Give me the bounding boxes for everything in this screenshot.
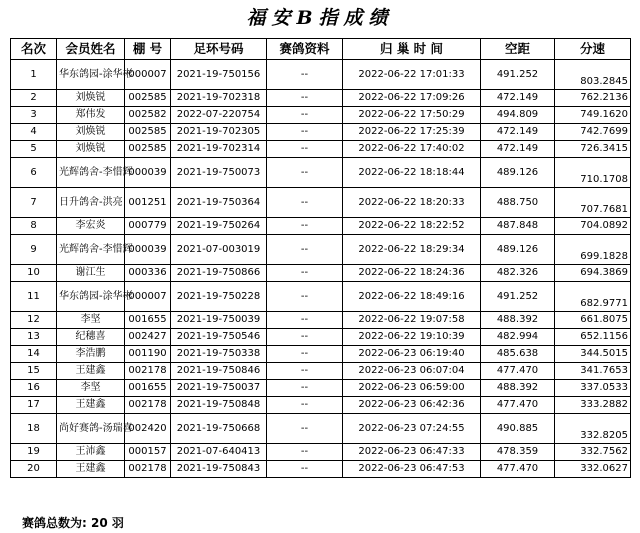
pigeon-info-cell: -- (267, 346, 343, 363)
rank-cell: 12 (11, 312, 57, 329)
table-row (11, 312, 631, 329)
distance-cell: 482.994 (481, 329, 555, 346)
arrival-time-cell: 2022-06-22 17:01:33 (343, 60, 481, 90)
speed-cell: 710.1708 (555, 158, 631, 188)
rank-cell: 1 (11, 60, 57, 90)
rank-cell: 13 (11, 329, 57, 346)
shed-number-cell: 002585 (125, 124, 171, 141)
arrival-time-cell: 2022-06-22 17:40:02 (343, 141, 481, 158)
member-name-cell: 王建鑫 (57, 397, 125, 414)
header-arrival-time: 归 巢 时 间 (343, 39, 481, 60)
member-name-cell: 李浩鹏 (57, 346, 125, 363)
member-name-cell: 李宏炎 (57, 218, 125, 235)
ring-number-cell: 2021-19-750039 (171, 312, 267, 329)
rank-cell: 20 (11, 461, 57, 478)
rank-cell: 17 (11, 397, 57, 414)
pigeon-info-cell: -- (267, 461, 343, 478)
shed-number-cell: 002427 (125, 329, 171, 346)
header-rank: 名次 (11, 39, 57, 60)
shed-number-cell: 002178 (125, 397, 171, 414)
arrival-time-cell: 2022-06-22 18:20:33 (343, 188, 481, 218)
speed-cell: 749.1620 (555, 107, 631, 124)
pigeon-info-cell: -- (267, 414, 343, 444)
table-row (11, 188, 631, 218)
header-row (11, 39, 631, 60)
arrival-time-cell: 2022-06-22 19:07:58 (343, 312, 481, 329)
pigeon-info-cell: -- (267, 397, 343, 414)
speed-cell: 333.2882 (555, 397, 631, 414)
speed-cell: 726.3415 (555, 141, 631, 158)
distance-cell: 472.149 (481, 90, 555, 107)
pigeon-info-cell: -- (267, 265, 343, 282)
pigeon-info-cell: -- (267, 312, 343, 329)
distance-cell: 485.638 (481, 346, 555, 363)
distance-cell: 482.326 (481, 265, 555, 282)
member-name-cell: 刘焕锐 (57, 141, 125, 158)
speed-cell: 341.7653 (555, 363, 631, 380)
arrival-time-cell: 2022-06-22 18:29:34 (343, 235, 481, 265)
member-name-cell: 光辉鸽舍-李惜辉 (57, 235, 125, 265)
pigeon-info-cell: -- (267, 444, 343, 461)
table-row (11, 414, 631, 444)
rank-cell: 2 (11, 90, 57, 107)
speed-cell: 332.7562 (555, 444, 631, 461)
arrival-time-cell: 2022-06-23 06:59:00 (343, 380, 481, 397)
arrival-time-cell: 2022-06-22 18:18:44 (343, 158, 481, 188)
distance-cell: 488.392 (481, 312, 555, 329)
ring-number-cell: 2021-19-750228 (171, 282, 267, 312)
pigeon-info-cell: -- (267, 158, 343, 188)
distance-cell: 489.126 (481, 158, 555, 188)
member-name-cell: 华东鸽园-涂华彬 (57, 282, 125, 312)
ring-number-cell: 2021-19-750843 (171, 461, 267, 478)
rank-cell: 7 (11, 188, 57, 218)
pigeon-info-cell: -- (267, 380, 343, 397)
speed-cell: 652.1156 (555, 329, 631, 346)
member-name-cell: 李坚 (57, 312, 125, 329)
rank-cell: 16 (11, 380, 57, 397)
member-name-cell: 刘焕锐 (57, 90, 125, 107)
pigeon-info-cell: -- (267, 90, 343, 107)
shed-number-cell: 000039 (125, 158, 171, 188)
ring-number-cell: 2022-07-220754 (171, 107, 267, 124)
speed-cell: 707.7681 (555, 188, 631, 218)
arrival-time-cell: 2022-06-22 17:25:39 (343, 124, 481, 141)
results-body (11, 60, 631, 478)
distance-cell: 487.848 (481, 218, 555, 235)
rank-cell: 6 (11, 158, 57, 188)
distance-cell: 478.359 (481, 444, 555, 461)
arrival-time-cell: 2022-06-22 17:50:29 (343, 107, 481, 124)
shed-number-cell: 001655 (125, 380, 171, 397)
speed-cell: 332.8205 (555, 414, 631, 444)
distance-cell: 491.252 (481, 282, 555, 312)
speed-cell: 742.7699 (555, 124, 631, 141)
member-name-cell: 光辉鸽舍-李惜辉 (57, 158, 125, 188)
table-row (11, 218, 631, 235)
rank-cell: 14 (11, 346, 57, 363)
arrival-time-cell: 2022-06-23 06:07:04 (343, 363, 481, 380)
table-row (11, 397, 631, 414)
ring-number-cell: 2021-19-750156 (171, 60, 267, 90)
table-row (11, 141, 631, 158)
member-name-cell: 纪穗喜 (57, 329, 125, 346)
member-name-cell: 王沛鑫 (57, 444, 125, 461)
pigeon-info-cell: -- (267, 363, 343, 380)
speed-cell: 694.3869 (555, 265, 631, 282)
pigeon-info-cell: -- (267, 60, 343, 90)
ring-number-cell: 2021-19-702314 (171, 141, 267, 158)
ring-number-cell: 2021-19-750866 (171, 265, 267, 282)
shed-number-cell: 001190 (125, 346, 171, 363)
arrival-time-cell: 2022-06-22 18:24:36 (343, 265, 481, 282)
arrival-time-cell: 2022-06-22 18:49:16 (343, 282, 481, 312)
ring-number-cell: 2021-19-750668 (171, 414, 267, 444)
rank-cell: 11 (11, 282, 57, 312)
member-name-cell: 刘焕锐 (57, 124, 125, 141)
arrival-time-cell: 2022-06-23 06:47:33 (343, 444, 481, 461)
pigeon-info-cell: -- (267, 188, 343, 218)
header-distance: 空距 (481, 39, 555, 60)
table-row (11, 124, 631, 141)
shed-number-cell: 000007 (125, 282, 171, 312)
ring-number-cell: 2021-19-750073 (171, 158, 267, 188)
ring-number-cell: 2021-19-750364 (171, 188, 267, 218)
arrival-time-cell: 2022-06-22 17:09:26 (343, 90, 481, 107)
ring-number-cell: 2021-19-750848 (171, 397, 267, 414)
arrival-time-cell: 2022-06-23 06:42:36 (343, 397, 481, 414)
table-row (11, 235, 631, 265)
distance-cell: 477.470 (481, 397, 555, 414)
member-name-cell: 王建鑫 (57, 363, 125, 380)
table-row (11, 461, 631, 478)
speed-cell: 699.1828 (555, 235, 631, 265)
speed-cell: 661.8075 (555, 312, 631, 329)
speed-cell: 682.9771 (555, 282, 631, 312)
member-name-cell: 郑伟发 (57, 107, 125, 124)
arrival-time-cell: 2022-06-22 18:22:52 (343, 218, 481, 235)
member-name-cell: 华东鸽园-涂华彬 (57, 60, 125, 90)
member-name-cell: 王建鑫 (57, 461, 125, 478)
ring-number-cell: 2021-19-750264 (171, 218, 267, 235)
distance-cell: 472.149 (481, 141, 555, 158)
shed-number-cell: 002585 (125, 90, 171, 107)
distance-cell: 488.750 (481, 188, 555, 218)
speed-cell: 803.2845 (555, 60, 631, 90)
pigeon-info-cell: -- (267, 141, 343, 158)
distance-cell: 488.392 (481, 380, 555, 397)
pigeon-info-cell: -- (267, 218, 343, 235)
shed-number-cell: 000007 (125, 60, 171, 90)
distance-cell: 477.470 (481, 363, 555, 380)
pigeon-info-cell: -- (267, 282, 343, 312)
table-row (11, 90, 631, 107)
rank-cell: 19 (11, 444, 57, 461)
pigeon-info-cell: -- (267, 124, 343, 141)
table-row (11, 346, 631, 363)
arrival-time-cell: 2022-06-23 07:24:55 (343, 414, 481, 444)
distance-cell: 491.252 (481, 60, 555, 90)
arrival-time-cell: 2022-06-23 06:19:40 (343, 346, 481, 363)
table-row (11, 107, 631, 124)
rank-cell: 5 (11, 141, 57, 158)
results-table (10, 38, 631, 478)
header-ring-number: 足环号码 (171, 39, 267, 60)
pigeon-info-cell: -- (267, 107, 343, 124)
ring-number-cell: 2021-19-702305 (171, 124, 267, 141)
speed-cell: 337.0533 (555, 380, 631, 397)
total-count: 赛鸽总数为: 20 羽 (22, 516, 124, 530)
table-row (11, 444, 631, 461)
table-row (11, 60, 631, 90)
shed-number-cell: 001251 (125, 188, 171, 218)
table-row (11, 265, 631, 282)
speed-cell: 332.0627 (555, 461, 631, 478)
member-name-cell: 尚好赛鸽-汤瑞喜 (57, 414, 125, 444)
shed-number-cell: 000336 (125, 265, 171, 282)
shed-number-cell: 001655 (125, 312, 171, 329)
table-row (11, 282, 631, 312)
shed-number-cell: 000157 (125, 444, 171, 461)
distance-cell: 494.809 (481, 107, 555, 124)
header-shed-number: 棚 号 (125, 39, 171, 60)
ring-number-cell: 2021-07-003019 (171, 235, 267, 265)
arrival-time-cell: 2022-06-22 19:10:39 (343, 329, 481, 346)
page-title: 福安B指成绩 (246, 7, 394, 29)
rank-cell: 10 (11, 265, 57, 282)
header-speed: 分速 (555, 39, 631, 60)
table-row (11, 363, 631, 380)
distance-cell: 489.126 (481, 235, 555, 265)
rank-cell: 18 (11, 414, 57, 444)
rank-cell: 9 (11, 235, 57, 265)
rank-cell: 15 (11, 363, 57, 380)
table-row (11, 158, 631, 188)
ring-number-cell: 2021-19-750546 (171, 329, 267, 346)
speed-cell: 344.5015 (555, 346, 631, 363)
ring-number-cell: 2021-19-750846 (171, 363, 267, 380)
pigeon-info-cell: -- (267, 235, 343, 265)
ring-number-cell: 2021-19-750338 (171, 346, 267, 363)
distance-cell: 490.885 (481, 414, 555, 444)
member-name-cell: 谢江生 (57, 265, 125, 282)
shed-number-cell: 002178 (125, 363, 171, 380)
ring-number-cell: 2021-07-640413 (171, 444, 267, 461)
arrival-time-cell: 2022-06-23 06:47:53 (343, 461, 481, 478)
table-row (11, 380, 631, 397)
distance-cell: 472.149 (481, 124, 555, 141)
shed-number-cell: 002420 (125, 414, 171, 444)
speed-cell: 762.2136 (555, 90, 631, 107)
shed-number-cell: 000039 (125, 235, 171, 265)
member-name-cell: 日升鸽舍-洪亮 (57, 188, 125, 218)
header-pigeon-info: 赛鸽资料 (267, 39, 343, 60)
shed-number-cell: 000779 (125, 218, 171, 235)
rank-cell: 3 (11, 107, 57, 124)
table-row (11, 329, 631, 346)
shed-number-cell: 002582 (125, 107, 171, 124)
member-name-cell: 李坚 (57, 380, 125, 397)
header-member-name: 会员姓名 (57, 39, 125, 60)
shed-number-cell: 002178 (125, 461, 171, 478)
distance-cell: 477.470 (481, 461, 555, 478)
shed-number-cell: 002585 (125, 141, 171, 158)
ring-number-cell: 2021-19-702318 (171, 90, 267, 107)
ring-number-cell: 2021-19-750037 (171, 380, 267, 397)
speed-cell: 704.0892 (555, 218, 631, 235)
rank-cell: 8 (11, 218, 57, 235)
rank-cell: 4 (11, 124, 57, 141)
pigeon-info-cell: -- (267, 329, 343, 346)
